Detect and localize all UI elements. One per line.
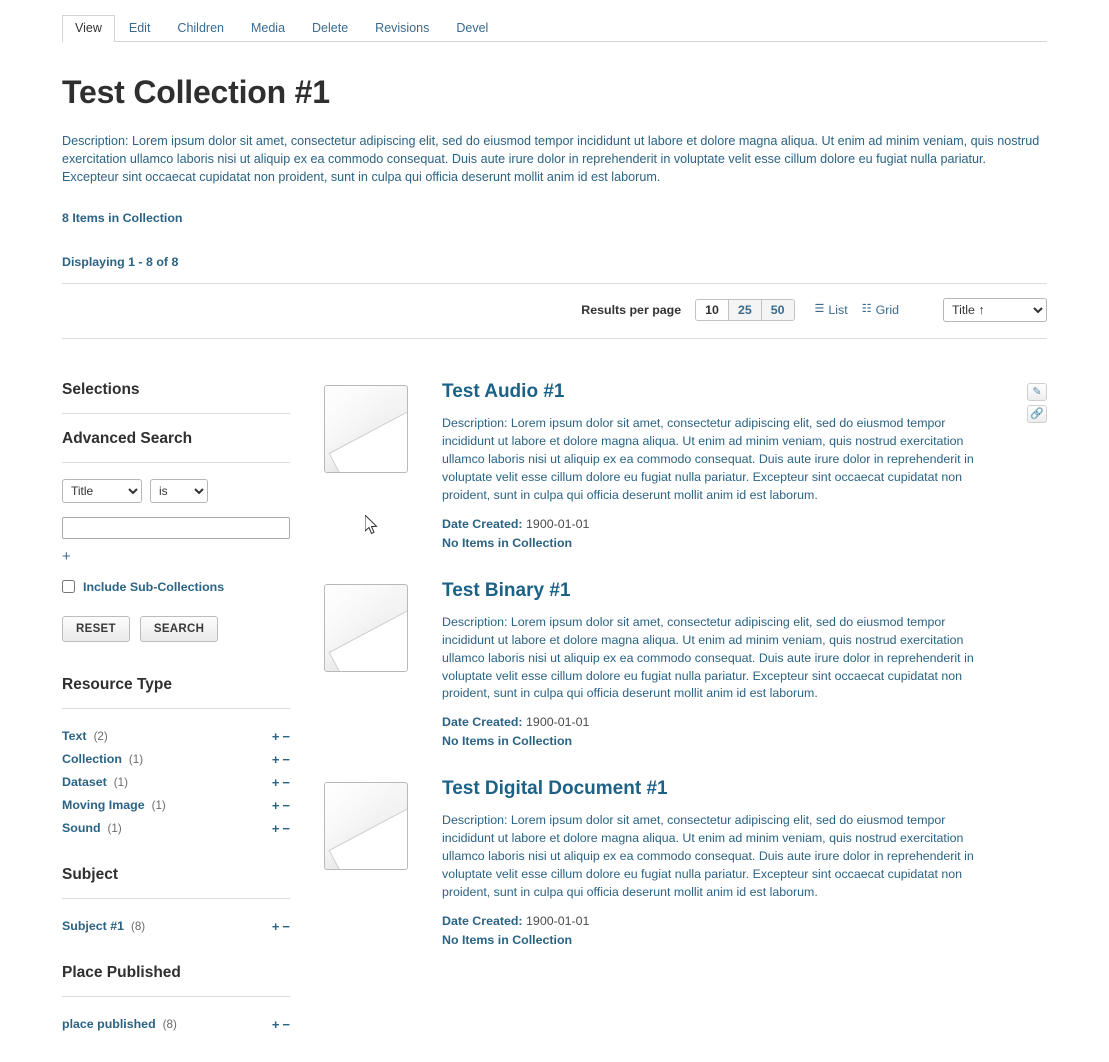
tab-revisions-label: Revisions	[375, 21, 430, 35]
view-mode-list-label: List	[828, 302, 848, 317]
advanced-search-heading: Advanced Search	[62, 429, 193, 447]
include-sub-collections-checkbox[interactable]	[62, 580, 75, 593]
main-content	[62, 74, 1047, 1062]
facet-include-icon[interactable]: +	[271, 751, 280, 767]
result-thumbnail[interactable]	[324, 778, 420, 947]
result-date-label: Date Created:	[442, 715, 523, 730]
include-sub-collections-row[interactable]	[62, 580, 290, 594]
result-title[interactable]: Test Audio #1	[442, 380, 565, 402]
facet-row	[62, 748, 290, 771]
sort-select[interactable]	[943, 298, 1047, 322]
subject-heading: Subject	[62, 865, 118, 883]
facet-controls	[272, 775, 290, 790]
result-body	[442, 778, 1047, 947]
result-item	[324, 778, 1047, 947]
facet-row	[62, 817, 290, 840]
facet-label[interactable]: Text	[62, 729, 87, 744]
result-actions	[1027, 383, 1047, 423]
view-mode-switch	[815, 303, 899, 317]
result-description: Description: Lorem ipsum dolor sit amet, consectetur adipiscing elit, sed do eiusmod tempor incididunt ut labore et dolore magna aliqua. Ut enim ad minim veniam, quis nostrud exercitation ullamco laboris nisi ut aliquip ex ea commodo consequat. Duis aute irure dolor in reprehenderit in voluptate velit esse cillum dolore eu fugiat nulla pariatur. Excepteur sint occaecat cupidatat non proident, sunt in culpa qui officia deserunt mollit anim id est laborum.	[442, 813, 974, 900]
facet-exclude-icon[interactable]: −	[282, 1016, 290, 1032]
facet-label[interactable]: Moving Image	[62, 798, 145, 813]
tab-devel-label: Devel	[456, 21, 489, 35]
tab-view[interactable]	[62, 15, 115, 42]
facet-label[interactable]: Dataset	[62, 775, 107, 790]
subject-divider	[62, 898, 290, 899]
sidebar	[62, 381, 290, 1062]
result-date	[442, 715, 991, 729]
tab-media-label: Media	[250, 21, 286, 35]
result-date-value: 1900-01-01	[526, 516, 590, 531]
facet-controls	[272, 729, 290, 744]
place-published-divider	[62, 996, 290, 997]
include-sub-collections-label: Include Sub-Collections	[83, 579, 225, 594]
result-date-value: 1900-01-01	[526, 715, 590, 730]
results-per-page-group	[695, 299, 794, 321]
advanced-search-divider	[62, 462, 290, 463]
facet-row	[62, 1013, 290, 1036]
facet-exclude-icon[interactable]: −	[282, 820, 290, 836]
tab-media[interactable]	[238, 15, 298, 42]
search-buttons	[62, 616, 290, 642]
selections-heading: Selections	[62, 380, 140, 398]
results-per-page-25[interactable]: 25	[729, 300, 762, 320]
displaying-range: Displaying 1 - 8 of 8	[62, 254, 179, 269]
tab-revisions[interactable]	[362, 15, 442, 42]
result-body	[442, 381, 1047, 550]
facet-exclude-icon[interactable]: −	[282, 751, 290, 767]
facet-include-icon[interactable]: +	[271, 1016, 280, 1032]
facet-row	[62, 725, 290, 748]
result-item	[324, 381, 1047, 550]
search-input[interactable]	[62, 517, 290, 539]
result-date-label: Date Created:	[442, 516, 523, 531]
result-date	[442, 914, 991, 928]
facet-count: (2)	[93, 729, 108, 743]
facet-include-icon[interactable]: +	[271, 820, 280, 836]
tab-delete-label: Delete	[312, 21, 349, 35]
facet-controls	[272, 821, 290, 836]
result-thumbnail[interactable]	[324, 381, 420, 550]
link-chain-icon[interactable]: 🔗	[1027, 405, 1047, 423]
tab-delete[interactable]	[299, 15, 361, 42]
view-mode-grid-label: Grid	[875, 302, 899, 317]
tab-children[interactable]	[164, 15, 237, 42]
document-placeholder-icon	[324, 782, 408, 870]
facet-controls	[272, 919, 290, 934]
collection-description: Description: Lorem ipsum dolor sit amet, consectetur adipiscing elit, sed do eiusmod tempor incididunt ut labore et dolore magna aliqua. Ut enim ad minim veniam, quis nostrud exercitation ullamco laboris nisi ut aliquip ex ea commodo consequat. Duis aute irure dolor in reprehenderit in voluptate velit esse cillum dolore eu fugiat nulla pariatur. Excepteur sint occaecat cupidatat non proident, sunt in culpa qui officia deserunt mollit anim id est laborum.	[62, 134, 1040, 184]
result-description: Description: Lorem ipsum dolor sit amet, consectetur adipiscing elit, sed do eiusmod tempor incididunt ut labore et dolore magna aliqua. Ut enim ad minim veniam, quis nostrud exercitation ullamco laboris nisi ut aliquip ex ea commodo consequat. Duis aute irure dolor in reprehenderit in voluptate velit esse cillum dolore eu fugiat nulla pariatur. Excepteur sint occaecat cupidatat non proident, sunt in culpa qui officia deserunt mollit anim id est laborum.	[442, 415, 974, 502]
view-mode-grid[interactable]	[862, 303, 899, 317]
results-toolbar	[62, 284, 1047, 338]
facet-include-icon[interactable]: +	[271, 728, 280, 744]
facet-exclude-icon[interactable]: −	[282, 918, 290, 934]
facet-count: (8)	[130, 919, 146, 933]
facet-include-icon[interactable]: +	[271, 918, 280, 934]
result-date-value: 1900-01-01	[526, 914, 590, 929]
primary-tabs-container	[62, 0, 1047, 42]
document-placeholder-icon	[324, 385, 408, 473]
place-published-heading: Place Published	[62, 963, 181, 981]
view-mode-list[interactable]	[815, 303, 848, 317]
result-no-items: No Items in Collection	[442, 933, 573, 948]
facet-controls	[272, 752, 290, 767]
result-date-label: Date Created:	[442, 914, 523, 929]
facet-count: (1)	[113, 775, 128, 789]
search-field-select[interactable]	[62, 479, 142, 503]
result-description: Description: Lorem ipsum dolor sit amet, consectetur adipiscing elit, sed do eiusmod tempor incididunt ut labore et dolore magna aliqua. Ut enim ad minim veniam, quis nostrud exercitation ullamco laboris nisi ut aliquip ex ea commodo consequat. Duis aute irure dolor in reprehenderit in voluptate velit esse cillum dolore eu fugiat nulla pariatur. Excepteur sint occaecat cupidatat non proident, sunt in culpa qui officia deserunt mollit anim id est laborum.	[442, 614, 974, 701]
result-no-items: No Items in Collection	[442, 734, 573, 749]
results-per-page-label: Results per page	[581, 302, 682, 317]
facet-count: (1)	[128, 752, 144, 766]
facet-count: (8)	[162, 1017, 177, 1031]
page-title: Test Collection #1	[62, 74, 330, 110]
facet-controls	[272, 1017, 290, 1032]
facet-count: (1)	[151, 798, 166, 812]
search-operator-select[interactable]	[150, 479, 208, 503]
advanced-search-row	[62, 479, 290, 503]
resource-type-facets	[62, 725, 290, 840]
result-no-items: No Items in Collection	[442, 535, 573, 550]
reset-button[interactable]: RESET	[62, 616, 130, 642]
body-grid	[62, 339, 1047, 1062]
place-published-facets	[62, 1013, 290, 1036]
facet-label[interactable]: Sound	[62, 821, 101, 836]
results-per-page-10[interactable]: 10	[696, 300, 729, 320]
resource-type-heading: Resource Type	[62, 675, 172, 693]
facet-row	[62, 915, 290, 938]
facet-row	[62, 771, 290, 794]
search-button[interactable]: SEARCH	[140, 616, 218, 642]
result-date	[442, 517, 991, 531]
facet-include-icon[interactable]: +	[271, 774, 280, 790]
results-per-page-50[interactable]: 50	[762, 300, 794, 320]
resource-type-divider	[62, 708, 290, 709]
result-title[interactable]: Test Digital Document #1	[442, 778, 668, 800]
tab-view-label: View	[75, 21, 102, 35]
facet-label[interactable]: place published	[62, 1017, 156, 1032]
result-body	[442, 580, 1047, 749]
results-list	[308, 381, 1047, 1062]
tab-devel[interactable]	[443, 15, 501, 42]
primary-tabs	[62, 14, 1047, 41]
document-placeholder-icon	[324, 584, 408, 672]
grid-icon: ☷	[861, 303, 872, 316]
facet-exclude-icon[interactable]: −	[282, 774, 290, 790]
facet-exclude-icon[interactable]: −	[282, 728, 290, 744]
edit-pencil-icon[interactable]: ✎	[1027, 383, 1047, 401]
facet-label[interactable]: Subject #1	[62, 919, 124, 934]
facet-controls	[272, 798, 290, 813]
tab-edit-label: Edit	[128, 21, 151, 35]
tab-children-label: Children	[177, 21, 224, 35]
facet-count: (1)	[107, 821, 122, 835]
facet-row	[62, 794, 290, 817]
result-thumbnail[interactable]	[324, 580, 420, 749]
facet-exclude-icon[interactable]: −	[282, 797, 290, 813]
items-in-collection-count: 8 Items in Collection	[62, 210, 183, 225]
subject-facets	[62, 915, 290, 938]
add-search-row-icon[interactable]: +	[62, 547, 71, 565]
selections-divider	[62, 413, 290, 414]
result-title[interactable]: Test Binary #1	[442, 579, 571, 601]
facet-label[interactable]: Collection	[62, 752, 122, 767]
result-item	[324, 580, 1047, 749]
list-icon: ☰	[814, 303, 825, 316]
tab-edit[interactable]	[116, 15, 164, 42]
facet-include-icon[interactable]: +	[271, 797, 280, 813]
